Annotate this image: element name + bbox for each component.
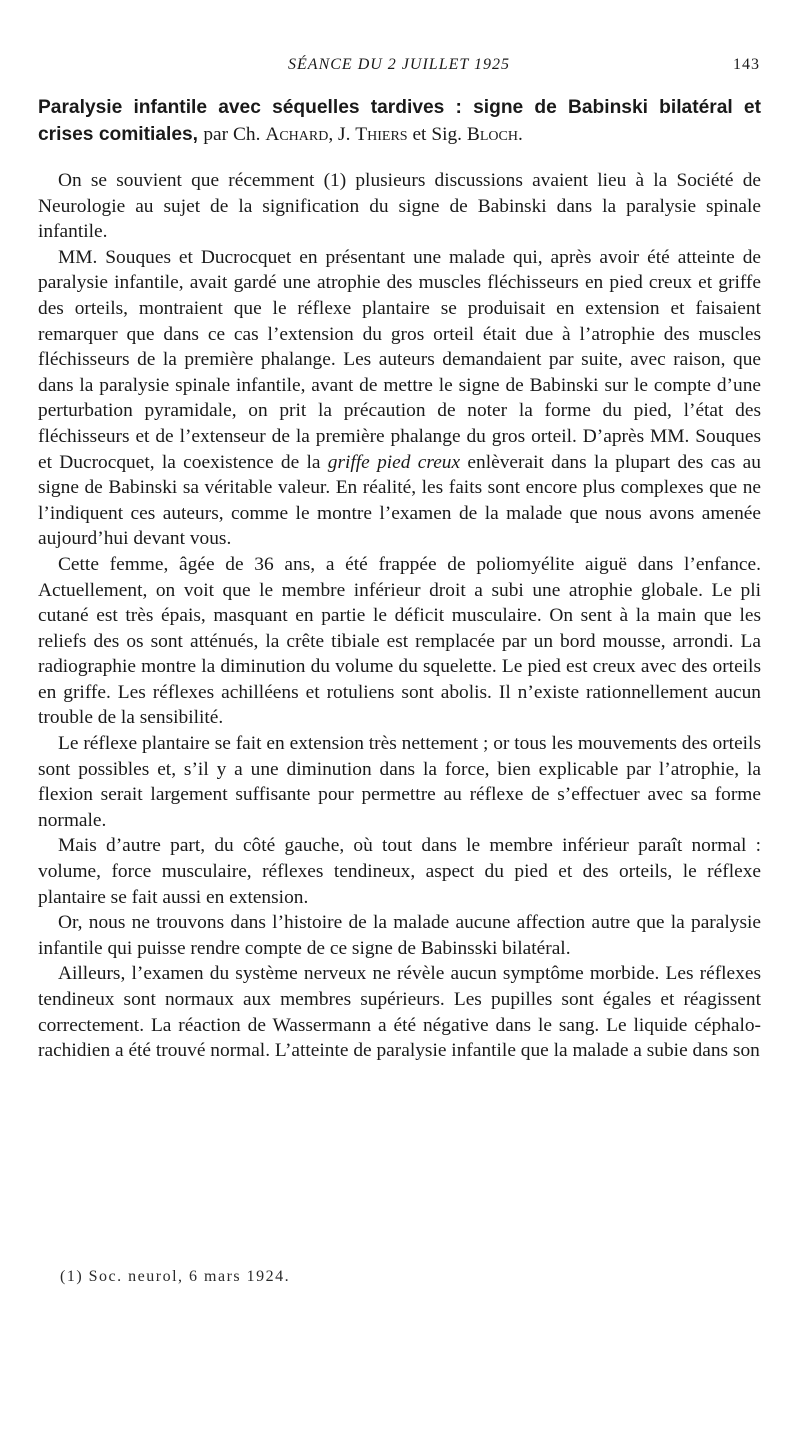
footnote: (1) Soc. neurol, 6 mars 1924. — [60, 1268, 291, 1285]
author-3-initial: Sig. — [431, 124, 463, 145]
paragraph-2-part-a: MM. Souques et Ducrocquet en présentant une malade qui, après avoir été atteinte de paralysie infantile, avait gardé une atrophie des muscles fléchisseurs en pied creux et griffe des orteils, montraient que le réflexe plantaire se produisait en extension et faisaient remarquer que dans ce cas l’extension du gros orteil était due à l’atrophie des muscles fléchisseurs de la première phalange. Les auteurs demandaient par suite, avec raison, que dans la paralysie spinale infantile, avant de mettre le signe de Babinski sur le compte d’une perturbation pyramidale, on prit la précaution de noter la forme du pied, l’état des fléchisseurs et de l’extenseur de la première phalange du gros orteil. D’après MM. Souques et Ducrocquet, la coexistence de la — [38, 246, 761, 473]
paragraph-4: Le réflexe plantaire se fait en extension très nettement ; or tous les mouvements des orteils sont possibles et, s’il y a une diminution dans la force, bien explicable par l’atrophie, la flexion serait largement suffisante pour permettre au réflexe de s’effectuer avec sa forme normale. — [38, 733, 761, 831]
paragraph-1: On se souvient que récemment (1) plusieurs discussions avaient lieu à la Société de Neurologie au sujet de la signification du signe de Babinski dans la paralysie spinale infantile. — [38, 170, 761, 243]
paragraph-3: Cette femme, âgée de 36 ans, a été frappée de poliomyélite aiguë dans l’enfance. Actuellement, on voit que le membre inférieur droit a subi une atrophie globale. Le pli cutané est très épais, masquant en partie le déficit musculaire. On sent à la main que les reliefs des os sont atténués, la crête tibiale est remplacée par un bord mousse, arrondi. La radiographie montre la diminution du volume du squelette. Le pied est creux avec des orteils en griffe. Les réflexes achilléens et rotuliens sont abolis. Il n’existe rationnellement aucun trouble de la sensibilité. — [38, 553, 761, 729]
author-by: par — [203, 124, 229, 145]
paragraph-6: Or, nous ne trouvons dans l’histoire de la malade aucune affection autre que la paralysie infantile qui puisse rendre compte de ce signe de Babinsski bilatéral. — [38, 912, 761, 959]
article-heading — [38, 94, 761, 148]
author-2-initial: J. — [338, 124, 351, 145]
paragraph-2 — [38, 245, 761, 552]
paragraph-5: Mais d’autre part, du côté gauche, où tout dans le membre inférieur paraît normal : volume, force musculaire, réflexes tendineux, aspect du pied et des orteils, le réflexe plantaire se fait aussi en extension. — [38, 835, 761, 908]
paragraph-7: Ailleurs, l’examen du système nerveux ne révèle aucun symptôme morbide. Les réflexes tendineux sont normaux aux membres supérieurs. Les pupilles sont égales et réagissent correctement. La réaction de Wassermann a été négative dans le sang. Le liquide céphalo-rachidien a été trouvé normal. L’atteinte de paralysie infantile que la malade a subie dans son — [38, 963, 761, 1062]
author-2-name: Thiers — [355, 124, 408, 145]
running-head — [38, 56, 760, 80]
page-number: 143 — [733, 56, 760, 73]
author-1-name: Achard — [265, 124, 329, 145]
article-authors: par Ch. Achard, J. Thiers et Sig. Bloch. — [203, 124, 523, 145]
article-title: Paralysie infantile avec séquelles tardives : signe de Babinski bilatéral et crises comitiales, — [38, 97, 761, 145]
article-body — [38, 94, 761, 1064]
author-1-initial: Ch. — [232, 124, 261, 145]
paragraph-2-part-b: enlèverait dans la plupart des cas au signe de Babinski sa véritable valeur. En réalité, les faits sont encore plus complexes que ne l’indiquent ces auteurs, comme le montre l’examen de la malade que nous avons amenée aujourd’hui devant vous. — [38, 451, 761, 550]
author-and: et — [412, 124, 427, 145]
running-head-title: SÉANCE DU 2 JUILLET 1925 — [288, 56, 510, 73]
paragraph-2-emphasis: griffe pied creux — [327, 451, 461, 473]
author-3-name: Bloch — [466, 124, 518, 145]
